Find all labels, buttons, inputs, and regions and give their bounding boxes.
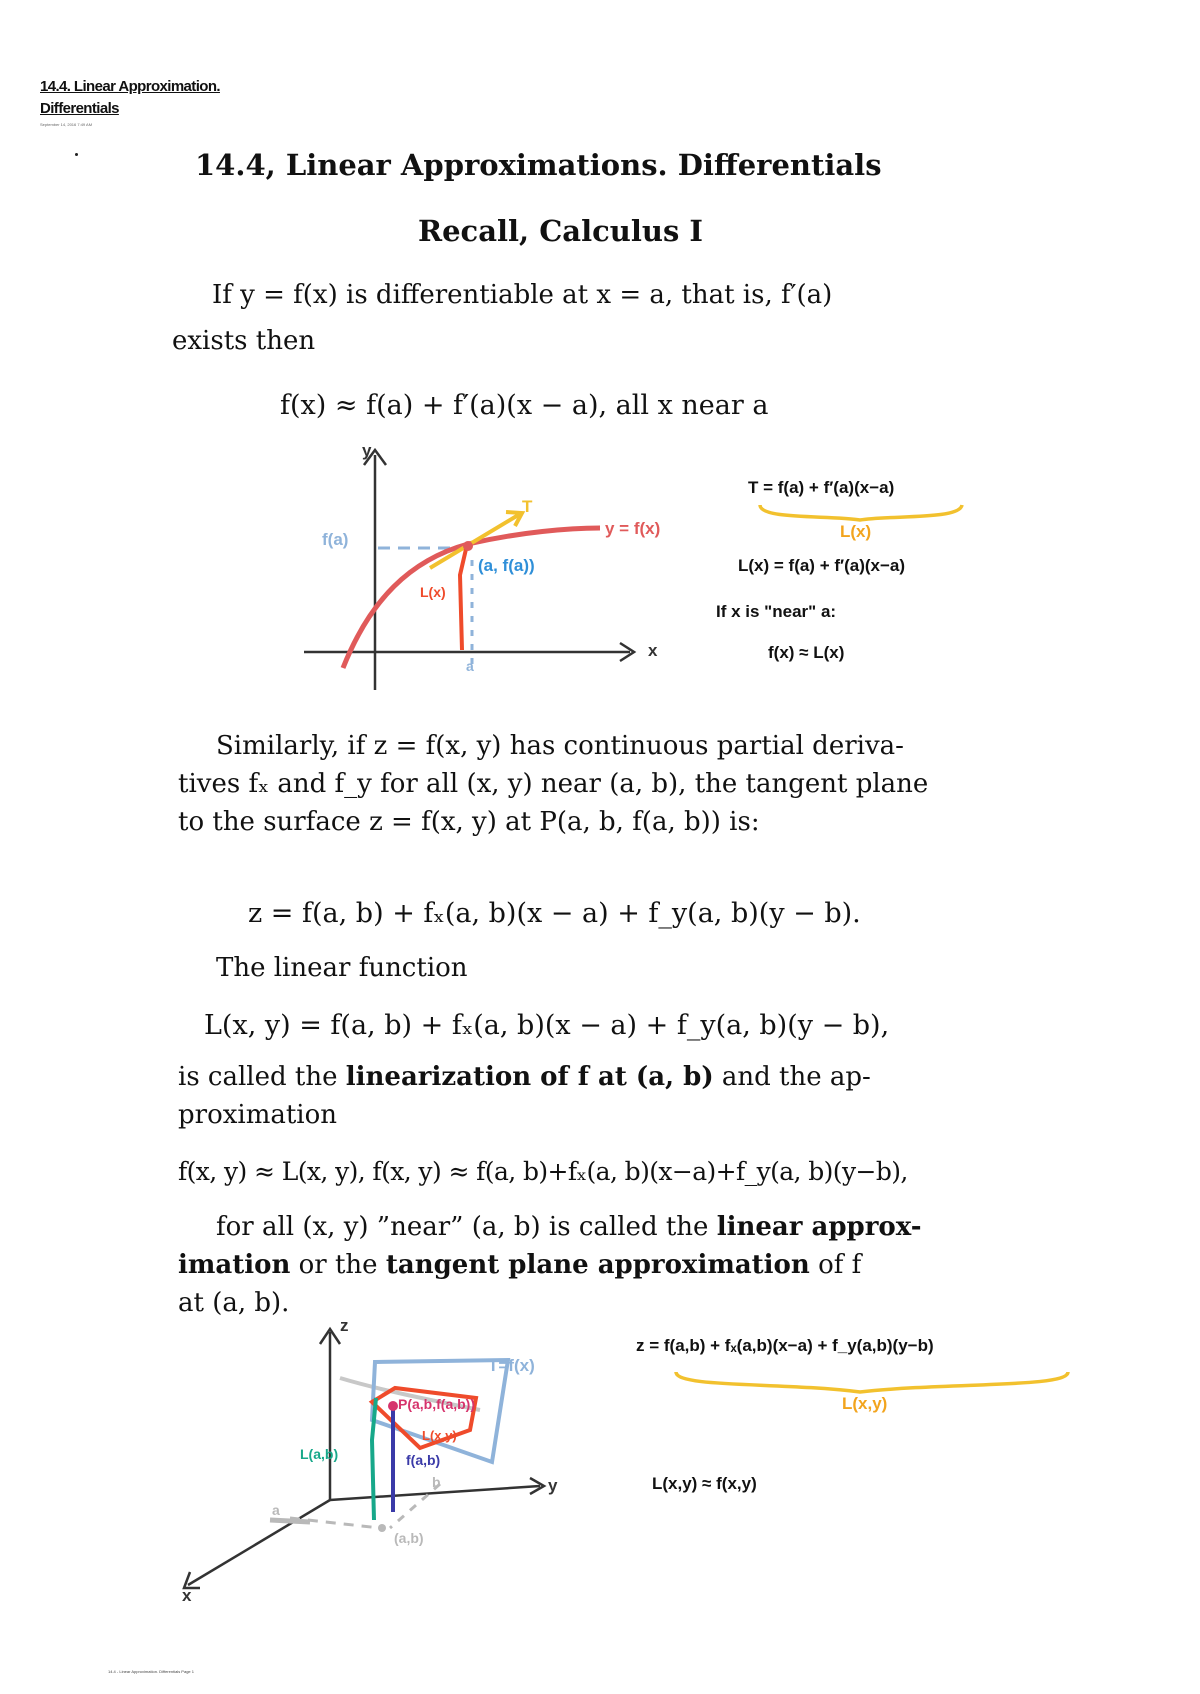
para5-line3: at (a, b). (178, 1288, 290, 1318)
equation-2: z = f(a, b) + fₓ(a, b)(x − a) + f_y(a, b)(y − b). (248, 898, 861, 929)
brace-label-2: L(x,y) (842, 1394, 888, 1413)
para5-line1: for all (x, y) ”near” (a, b) is called the linear approx- (216, 1212, 922, 1242)
note-timestamp: September 14, 2016 7:49 AM (40, 122, 93, 127)
tangent-equation: T = f(a) + f′(a)(x−a) (748, 478, 895, 497)
para2-line1: Similarly, if z = f(x, y) has continuous partial deriva- (216, 731, 904, 761)
approx-note-1: f(x) ≈ L(x) (768, 643, 845, 662)
equation-4: f(x, y) ≈ L(x, y), f(x, y) ≈ f(a, b)+fₓ(a, b)(x−a)+f_y(a, b)(y−b), (178, 1157, 908, 1186)
brace-label-1: L(x) (840, 522, 872, 541)
para4-line1: is called the linearization of f at (a, b) and the ap- (178, 1062, 871, 1092)
equation-3: L(x, y) = f(a, b) + fₓ(a, b)(x − a) + f_y(a, b)(y − b), (204, 1010, 890, 1041)
tangent-label: T (522, 497, 533, 516)
point-label-2: P(a,b,f(a,b)) (398, 1396, 475, 1412)
para2-line2: tives fₓ and f_y for all (x, y) near (a, b), the tangent plane (178, 769, 929, 799)
a-label-1: a (466, 658, 474, 674)
x-axis-label-2: x (182, 1586, 192, 1605)
fa-label: f(a) (322, 530, 349, 549)
page-subheading: Recall, Calculus I (418, 214, 703, 248)
equation-1: f(x) ≈ f(a) + f′(a)(x − a), all x near a (280, 390, 769, 421)
page-heading: 14.4, Linear Approximations. Differentials (195, 148, 882, 182)
para3: The linear function (216, 953, 468, 983)
ab-label: (a,b) (394, 1530, 424, 1546)
page-footer: 14.4 - Linear Approximation. Differentials Page 1 (108, 1669, 194, 1674)
curve-label: y = f(x) (605, 519, 661, 538)
para1-line1: If y = f(x) is differentiable at x = a, that is, f′(a) (212, 280, 833, 310)
approx-note-2: L(x,y) ≈ f(x,y) (652, 1474, 757, 1493)
tangent-plane-equation: z = f(a,b) + fₓ(a,b)(x−a) + f_y(a,b)(y−b) (636, 1336, 934, 1355)
para4-line2: proximation (178, 1100, 338, 1130)
lab-label: L(a,b) (300, 1446, 339, 1462)
a-label-2: a (272, 1502, 280, 1518)
para1-line2: exists then (172, 326, 316, 356)
plane-label: T=f(x) (488, 1356, 535, 1375)
if-near-note: If x is "near" a: (716, 602, 837, 621)
x-axis-label-1: x (648, 641, 658, 660)
para2-line3: to the surface z = f(x, y) at P(a, b, f(a, b)) is: (178, 807, 760, 837)
y-axis-label-2: y (548, 1476, 558, 1495)
point-label: (a, f(a)) (478, 556, 535, 575)
lx-label: L(x) (420, 584, 446, 600)
para5-line2: imation or the tangent plane approximation of f (178, 1250, 862, 1280)
b-label: b (432, 1474, 441, 1490)
fab-label: f(a,b) (406, 1452, 441, 1468)
lxy-label: L(x,y) (422, 1428, 457, 1443)
note-title: 14.4. Linear Approximation. Differentials (40, 78, 220, 117)
linearization-equation: L(x) = f(a) + f′(a)(x−a) (738, 556, 906, 575)
z-axis-label: z (340, 1316, 349, 1335)
y-axis-label-1: y (362, 441, 372, 460)
